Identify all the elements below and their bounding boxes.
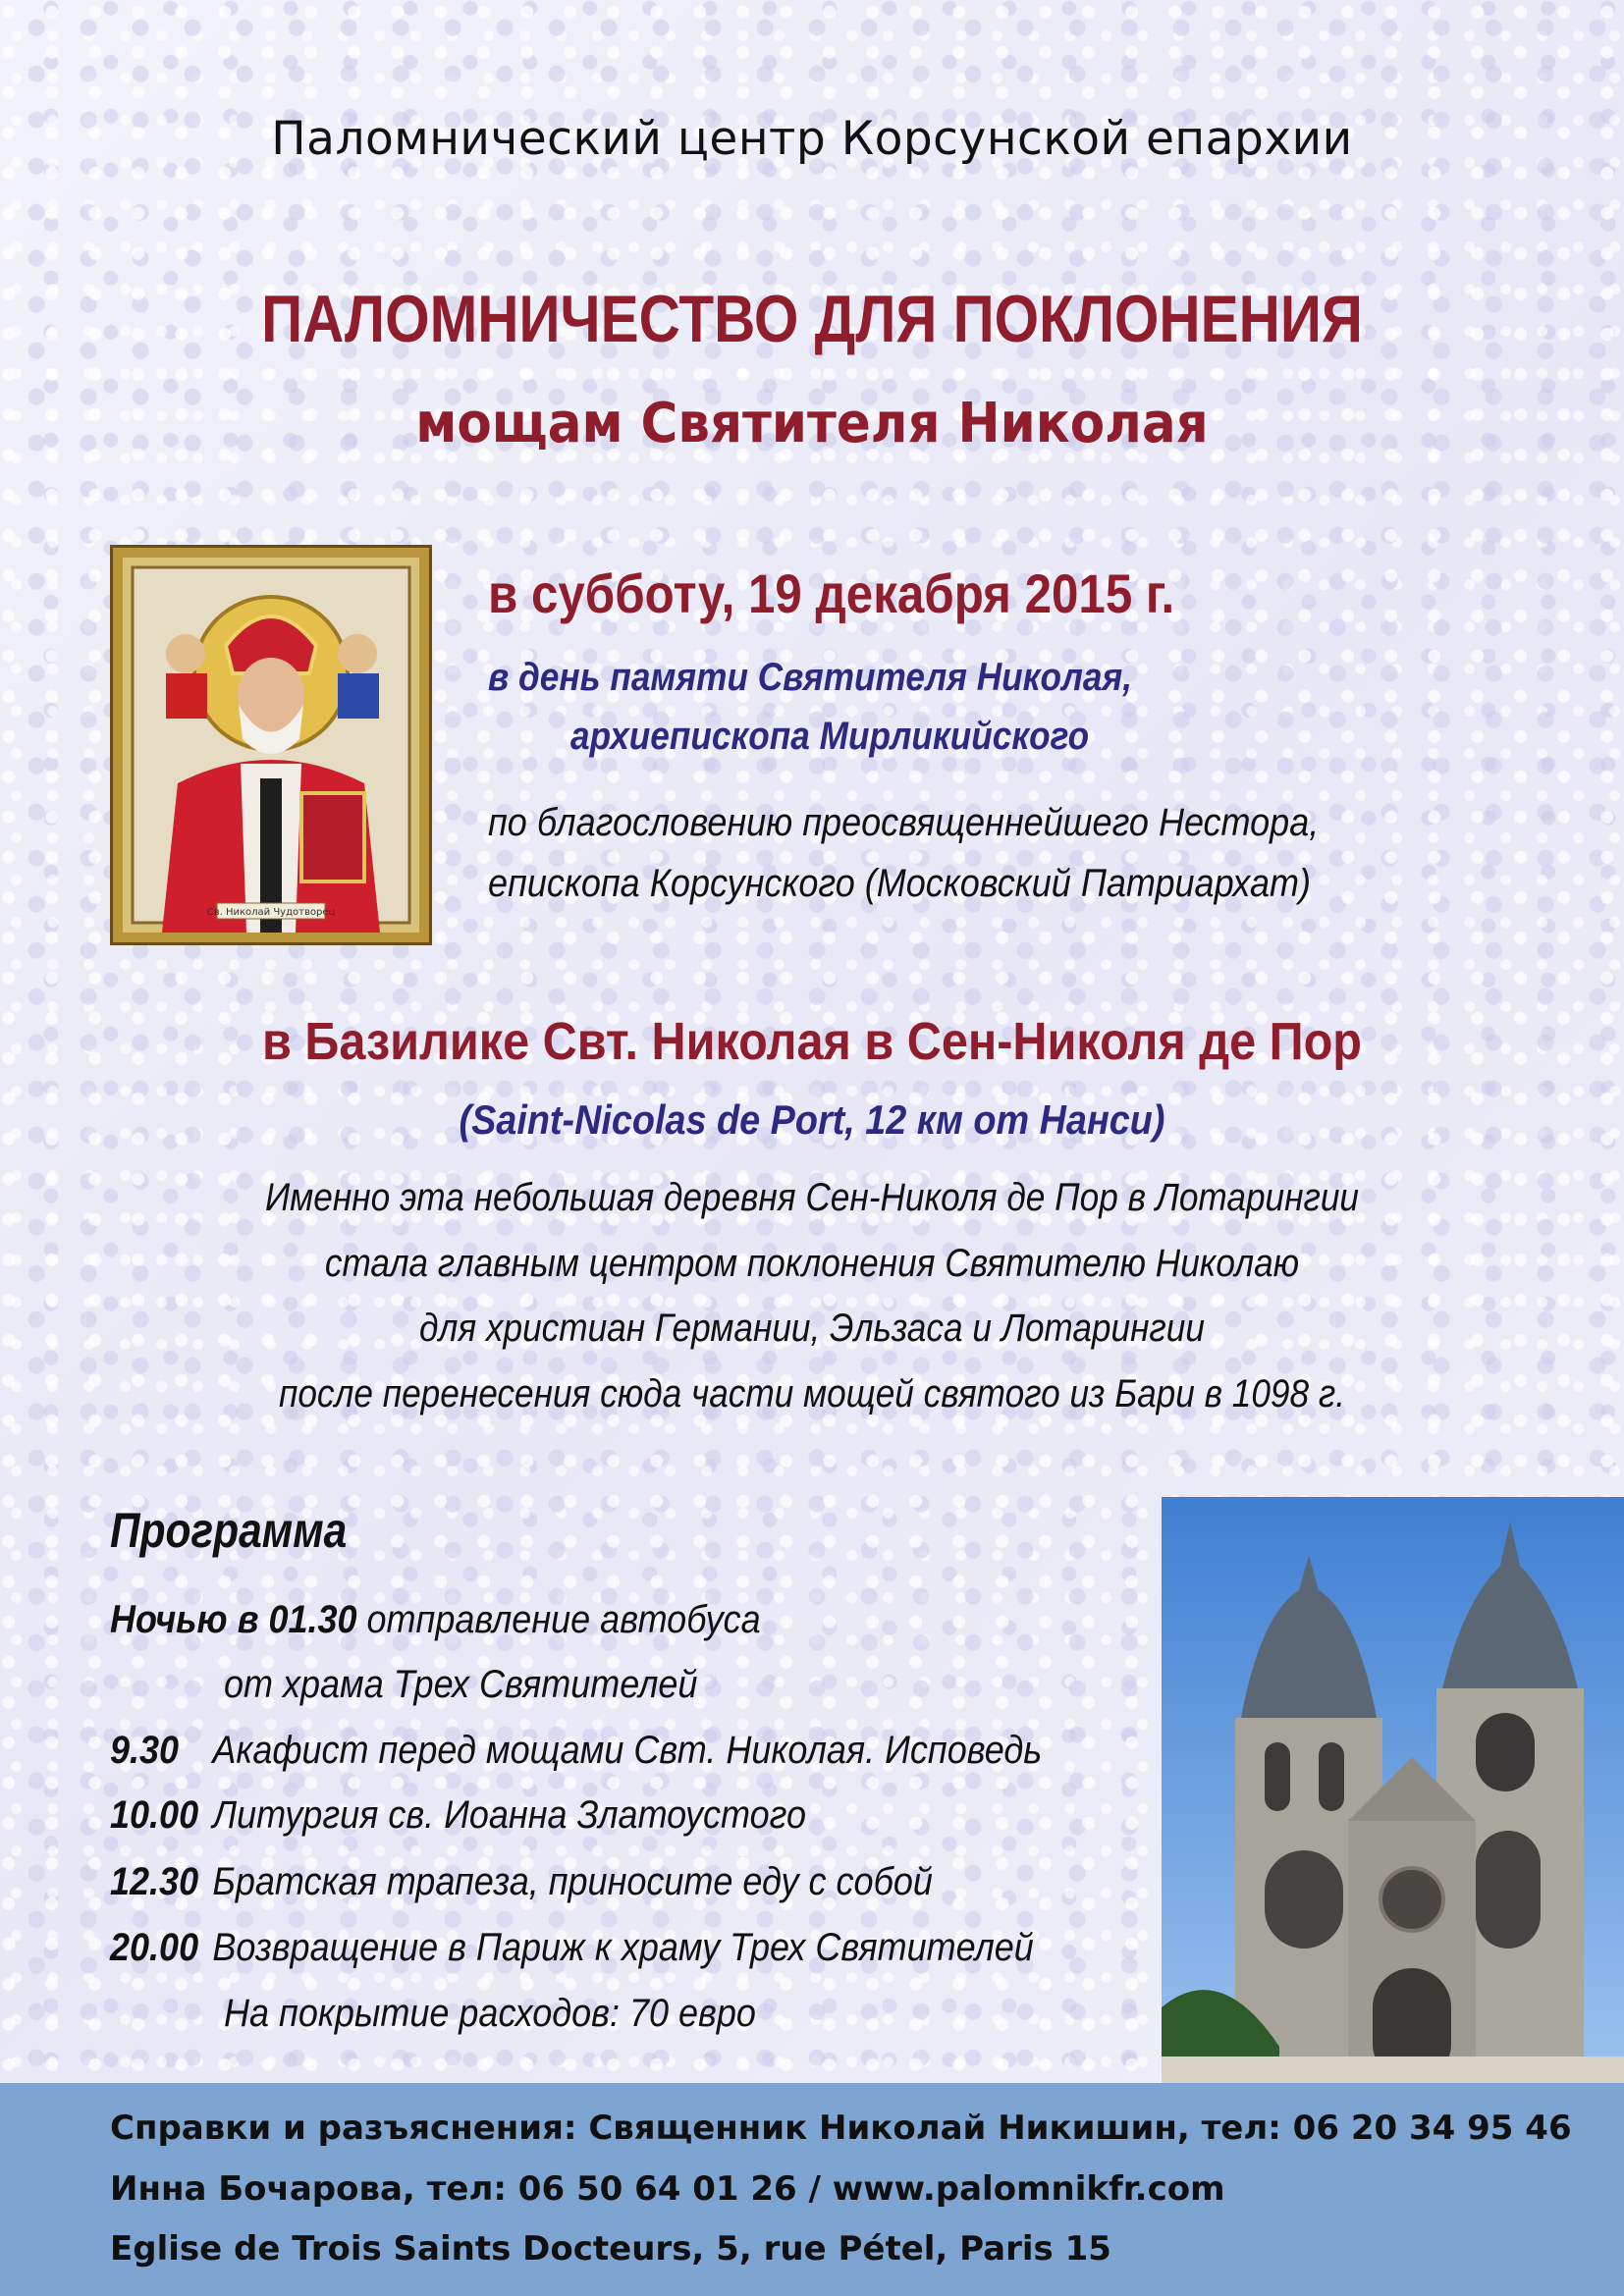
program-text: Братская трапеза, приносите еду с собой [212,1860,933,1903]
description-line: Именно эта небольшая деревня Сен-Николя де Пор в Лотарингии [265,1176,1359,1219]
program-time: 9.30 [110,1729,180,1772]
poster-subtitle: мощам Святителя Николая [415,392,1209,455]
address-line: Eglise de Trois Saints Docteurs, 5, rue Pétel, Paris 15 [110,2229,1111,2269]
description-line: для христиан Германии, Эльзаса и Лотарингии [419,1307,1205,1350]
program-heading: Программа [110,1503,348,1558]
program-item [110,1598,761,1642]
basilica-illustration [1162,1497,1624,2083]
program-text: от храма Трех Святителей [224,1663,698,1706]
pilgrimage-center-name: Паломнический центр Корсунской епархии [271,112,1353,166]
basilica-name: в Базилике Свт. Николая в Сен-Николя де Пор [262,1012,1362,1071]
basilica-photo [1162,1497,1624,2083]
program-item [110,1729,1042,1773]
blessing-line-1: по благословению преосвященнейшего Нестора, [488,801,1320,844]
description-line: после перенесения сюда части мощей святого из Бари в 1098 г. [278,1372,1346,1415]
saint-nicholas-icon-image [110,545,432,945]
program-item [224,1992,756,2036]
program-time: 10.00 [110,1793,199,1837]
poster-title: ПАЛОМНИЧЕСТВО ДЛЯ ПОКЛОНЕНИЯ [261,282,1363,356]
program-time: 12.30 [110,1860,199,1903]
feast-line-2: архиепископа Мирликийского [570,715,1090,758]
program-item [110,1793,806,1838]
program-text: Литургия св. Иоанна Златоустого [212,1793,806,1837]
program-text: Акафист перед мощами Свт. Николая. Исповедь [212,1729,1043,1772]
program-item [110,1926,1034,1970]
program-text: Возвращение в Париж к храму Трех Святителей [212,1926,1034,1969]
program-item [110,1860,933,1904]
contact-line-1: Справки и разъяснения: Священник Николай Никишин, тел: 06 20 34 95 46 [110,2109,1572,2148]
saint-nicholas-icon [123,558,419,933]
program-item [224,1663,697,1707]
description-line: стала главным центром поклонения Святителю Николаю [324,1242,1300,1285]
program-text: На покрытие расходов: 70 евро [224,1992,756,2035]
program-text: отправление автобуса [356,1598,761,1641]
blessing-line-2: епископа Корсунского (Московский Патриархат) [488,862,1312,905]
icon-caption: Св. Николай Чудотворец [206,907,336,918]
event-date: в субботу, 19 декабря 2015 г. [488,562,1175,624]
contact-line-2: Инна Бочарова, тел: 06 50 64 01 26 / www.palomnikfr.com [110,2169,1225,2209]
program-time: Ночью в 01.30 [110,1598,357,1641]
program-time: 20.00 [110,1926,199,1969]
basilica-french-location: (Saint-Nicolas de Port, 12 км от Нанси) [459,1096,1165,1143]
feast-line-1: в день памяти Святителя Николая, [488,656,1132,699]
